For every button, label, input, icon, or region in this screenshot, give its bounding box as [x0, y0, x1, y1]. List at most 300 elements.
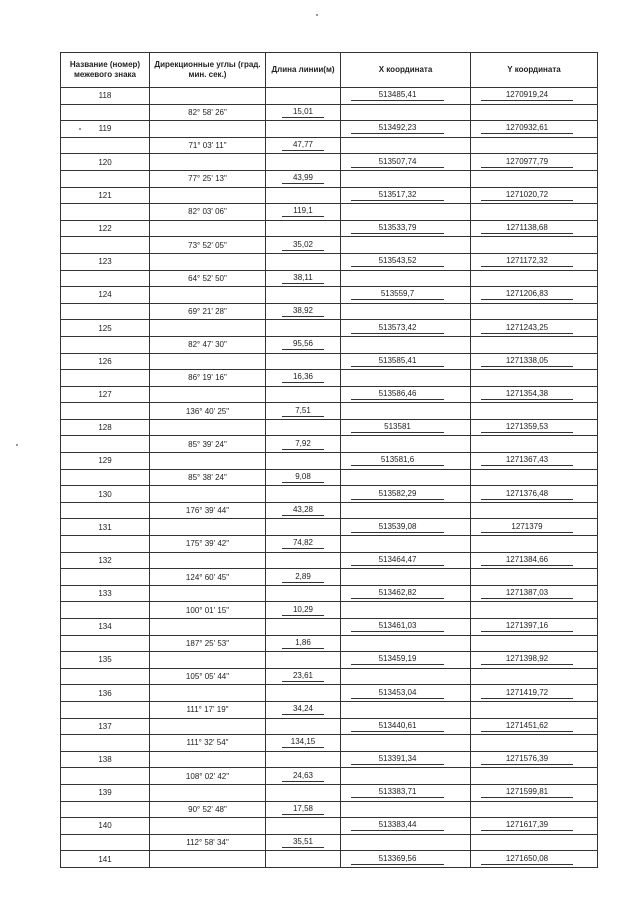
point-name: 131 [61, 519, 150, 536]
y-coordinate [471, 220, 598, 237]
point-row [61, 652, 598, 669]
segment-row [61, 536, 598, 553]
point-name: 125 [61, 320, 150, 337]
x-coordinate-value: 513464,47 [351, 555, 444, 566]
y-coordinate-value: 1271650,08 [481, 854, 573, 865]
empty-name-cell [61, 204, 150, 221]
point-name: 128 [61, 419, 150, 436]
x-coordinate [341, 453, 471, 470]
empty-length-cell [266, 552, 341, 569]
point-row [61, 121, 598, 138]
empty-angle-cell [150, 220, 266, 237]
segment-row [61, 768, 598, 785]
empty-name-cell [61, 403, 150, 420]
empty-length-cell [266, 486, 341, 503]
point-row [61, 386, 598, 403]
empty-angle-cell [150, 88, 266, 105]
line-length [266, 502, 341, 519]
x-coordinate [341, 784, 471, 801]
scan-speck [16, 444, 18, 446]
direction-angle: 85° 38' 24" [150, 469, 266, 486]
empty-y-cell [471, 801, 598, 818]
empty-angle-cell [150, 784, 266, 801]
segment-row [61, 104, 598, 121]
y-coordinate-value: 1271243,25 [481, 323, 573, 334]
empty-x-cell [341, 801, 471, 818]
empty-angle-cell [150, 419, 266, 436]
empty-x-cell [341, 668, 471, 685]
y-coordinate-value: 1271419,72 [481, 688, 573, 699]
direction-angle: 176° 39' 44" [150, 502, 266, 519]
x-coordinate-value: 513586,46 [351, 389, 444, 400]
empty-angle-cell [150, 552, 266, 569]
direction-angle: 136° 40' 25" [150, 403, 266, 420]
segment-row [61, 204, 598, 221]
x-coordinate-value: 513391,34 [351, 754, 444, 765]
y-coordinate-value: 1271354,38 [481, 389, 573, 400]
y-coordinate-value: 1271376,48 [481, 489, 573, 500]
line-length [266, 237, 341, 254]
direction-angle: 77° 25' 13" [150, 170, 266, 187]
direction-angle: 71° 03' 11" [150, 137, 266, 154]
empty-angle-cell [150, 287, 266, 304]
empty-x-cell [341, 170, 471, 187]
empty-y-cell [471, 336, 598, 353]
empty-y-cell [471, 370, 598, 387]
y-coordinate [471, 552, 598, 569]
x-coordinate-value: 513581 [351, 422, 444, 433]
empty-length-cell [266, 718, 341, 735]
x-coordinate-value: 513459,19 [351, 654, 444, 665]
line-length [266, 834, 341, 851]
direction-angle: 100° 01' 15" [150, 602, 266, 619]
empty-x-cell [341, 403, 471, 420]
direction-angle: 85° 39' 24" [150, 436, 266, 453]
header-direction-angles: Дирекционные углы (град. мин. сек.) [150, 53, 266, 88]
line-length-value: 2,89 [282, 572, 324, 583]
point-row [61, 619, 598, 636]
line-length-value: 10,29 [282, 605, 324, 616]
line-length-value: 35,51 [282, 837, 324, 848]
line-length [266, 635, 341, 652]
x-coordinate [341, 519, 471, 536]
direction-angle: 124° 60' 45" [150, 569, 266, 586]
x-coordinate [341, 121, 471, 138]
empty-x-cell [341, 204, 471, 221]
direction-angle: 86° 19' 16" [150, 370, 266, 387]
segment-row [61, 270, 598, 287]
y-coordinate [471, 486, 598, 503]
segment-row [61, 403, 598, 420]
line-length-value: 43,28 [282, 505, 324, 516]
x-coordinate-value: 513559,7 [351, 289, 444, 300]
empty-length-cell [266, 187, 341, 204]
line-length [266, 469, 341, 486]
direction-angle: 64° 52' 50" [150, 270, 266, 287]
x-coordinate [341, 486, 471, 503]
line-length-value: 23,61 [282, 671, 324, 682]
point-name: 134 [61, 619, 150, 636]
empty-length-cell [266, 685, 341, 702]
point-name: 140 [61, 818, 150, 835]
point-row [61, 320, 598, 337]
y-coordinate-value: 1271398,92 [481, 654, 573, 665]
empty-x-cell [341, 735, 471, 752]
y-coordinate [471, 619, 598, 636]
point-name: 122 [61, 220, 150, 237]
empty-name-cell [61, 768, 150, 785]
y-coordinate [471, 121, 598, 138]
x-coordinate-value: 513539,08 [351, 522, 444, 533]
point-name: 124 [61, 287, 150, 304]
empty-x-cell [341, 270, 471, 287]
empty-x-cell [341, 336, 471, 353]
point-row [61, 718, 598, 735]
line-length [266, 370, 341, 387]
x-coordinate [341, 419, 471, 436]
empty-y-cell [471, 237, 598, 254]
empty-name-cell [61, 303, 150, 320]
point-row [61, 685, 598, 702]
x-coordinate [341, 619, 471, 636]
empty-y-cell [471, 137, 598, 154]
direction-angle: 111° 32' 54" [150, 735, 266, 752]
empty-angle-cell [150, 652, 266, 669]
y-coordinate [471, 685, 598, 702]
y-coordinate [471, 818, 598, 835]
point-name: 120 [61, 154, 150, 171]
empty-y-cell [471, 303, 598, 320]
empty-y-cell [471, 436, 598, 453]
empty-name-cell [61, 436, 150, 453]
empty-length-cell [266, 386, 341, 403]
direction-angle: 82° 47' 30" [150, 336, 266, 353]
empty-angle-cell [150, 353, 266, 370]
x-coordinate-value: 513369,56 [351, 854, 444, 865]
empty-x-cell [341, 768, 471, 785]
x-coordinate-value: 513582,29 [351, 489, 444, 500]
point-row [61, 519, 598, 536]
point-name: 137 [61, 718, 150, 735]
empty-x-cell [341, 303, 471, 320]
y-coordinate [471, 88, 598, 105]
empty-angle-cell [150, 685, 266, 702]
y-coordinate-value: 1271387,03 [481, 588, 573, 599]
y-coordinate-value: 1271384,66 [481, 555, 573, 566]
empty-length-cell [266, 88, 341, 105]
empty-length-cell [266, 253, 341, 270]
line-length [266, 701, 341, 718]
x-coordinate [341, 353, 471, 370]
empty-x-cell [341, 237, 471, 254]
y-coordinate-value: 1271020,72 [481, 190, 573, 201]
direction-angle: 73° 52' 05" [150, 237, 266, 254]
segment-row [61, 801, 598, 818]
line-length-value: 34,24 [282, 704, 324, 715]
line-length-value: 35,02 [282, 240, 324, 251]
line-length [266, 403, 341, 420]
point-row [61, 88, 598, 105]
empty-y-cell [471, 701, 598, 718]
x-coordinate-value: 513383,71 [351, 787, 444, 798]
table-header-row [61, 53, 598, 88]
x-coordinate-value: 513492,23 [351, 123, 444, 134]
point-name: 129 [61, 453, 150, 470]
empty-y-cell [471, 602, 598, 619]
point-name: 139 [61, 784, 150, 801]
empty-name-cell [61, 536, 150, 553]
segment-row [61, 569, 598, 586]
x-coordinate [341, 320, 471, 337]
x-coordinate [341, 818, 471, 835]
x-coordinate [341, 718, 471, 735]
header-y-coordinate: Y координата [471, 53, 598, 88]
x-coordinate [341, 851, 471, 868]
empty-x-cell [341, 469, 471, 486]
empty-length-cell [266, 220, 341, 237]
line-length [266, 801, 341, 818]
empty-length-cell [266, 419, 341, 436]
empty-x-cell [341, 436, 471, 453]
empty-name-cell [61, 834, 150, 851]
line-length-value: 95,56 [282, 339, 324, 350]
empty-name-cell [61, 735, 150, 752]
y-coordinate [471, 386, 598, 403]
empty-length-cell [266, 453, 341, 470]
boundary-points-table [60, 52, 598, 868]
empty-x-cell [341, 569, 471, 586]
empty-y-cell [471, 170, 598, 187]
line-length-value: 74,82 [282, 538, 324, 549]
point-name: 133 [61, 585, 150, 602]
line-length [266, 602, 341, 619]
empty-name-cell [61, 137, 150, 154]
empty-length-cell [266, 287, 341, 304]
x-coordinate-value: 513543,52 [351, 256, 444, 267]
empty-angle-cell [150, 154, 266, 171]
x-coordinate-value: 513585,41 [351, 356, 444, 367]
empty-angle-cell [150, 818, 266, 835]
direction-angle: 108° 02' 42" [150, 768, 266, 785]
empty-x-cell [341, 701, 471, 718]
empty-x-cell [341, 635, 471, 652]
empty-length-cell [266, 851, 341, 868]
y-coordinate-value: 1270932,61 [481, 123, 573, 134]
empty-angle-cell [150, 386, 266, 403]
empty-name-cell [61, 336, 150, 353]
direction-angle: 82° 03' 06" [150, 204, 266, 221]
line-length [266, 569, 341, 586]
x-coordinate [341, 187, 471, 204]
line-length-value: 38,92 [282, 306, 324, 317]
empty-x-cell [341, 104, 471, 121]
x-coordinate [341, 552, 471, 569]
empty-length-cell [266, 121, 341, 138]
x-coordinate [341, 220, 471, 237]
empty-angle-cell [150, 320, 266, 337]
y-coordinate-value: 1271367,43 [481, 455, 573, 466]
segment-row [61, 469, 598, 486]
line-length-value: 9,08 [282, 472, 324, 483]
empty-name-cell [61, 270, 150, 287]
direction-angle: 112° 58' 34" [150, 834, 266, 851]
empty-name-cell [61, 801, 150, 818]
x-coordinate-value: 513533,79 [351, 223, 444, 234]
y-coordinate [471, 419, 598, 436]
x-coordinate-value: 513507,74 [351, 157, 444, 168]
empty-length-cell [266, 154, 341, 171]
empty-name-cell [61, 104, 150, 121]
scan-speck [316, 14, 318, 16]
y-coordinate-value: 1271359,53 [481, 422, 573, 433]
empty-y-cell [471, 403, 598, 420]
y-coordinate-value: 1271576,39 [481, 754, 573, 765]
point-row [61, 585, 598, 602]
point-name: 141 [61, 851, 150, 868]
empty-x-cell [341, 502, 471, 519]
y-coordinate-value: 1271379 [481, 522, 573, 533]
empty-y-cell [471, 635, 598, 652]
direction-angle: 175° 39' 42" [150, 536, 266, 553]
x-coordinate-value: 513440,61 [351, 721, 444, 732]
empty-y-cell [471, 469, 598, 486]
point-name: 123 [61, 253, 150, 270]
line-length-value: 17,58 [282, 804, 324, 815]
empty-length-cell [266, 784, 341, 801]
empty-length-cell [266, 751, 341, 768]
line-length-value: 47,77 [282, 140, 324, 151]
point-name: 135 [61, 652, 150, 669]
segment-row [61, 436, 598, 453]
empty-angle-cell [150, 253, 266, 270]
segment-row [61, 303, 598, 320]
y-coordinate-value: 1271599,81 [481, 787, 573, 798]
direction-angle: 69° 21' 28" [150, 303, 266, 320]
y-coordinate-value: 1270977,79 [481, 157, 573, 168]
point-row [61, 154, 598, 171]
point-row [61, 552, 598, 569]
line-length [266, 668, 341, 685]
x-coordinate [341, 685, 471, 702]
empty-name-cell [61, 701, 150, 718]
empty-name-cell [61, 170, 150, 187]
point-row [61, 486, 598, 503]
empty-y-cell [471, 569, 598, 586]
x-coordinate-value: 513462,82 [351, 588, 444, 599]
x-coordinate [341, 287, 471, 304]
line-length-value: 7,92 [282, 439, 324, 450]
point-row [61, 751, 598, 768]
line-length-value: 1,86 [282, 638, 324, 649]
y-coordinate-value: 1270919,24 [481, 90, 573, 101]
line-length-value: 24,63 [282, 771, 324, 782]
y-coordinate [471, 585, 598, 602]
y-coordinate [471, 320, 598, 337]
empty-x-cell [341, 602, 471, 619]
y-coordinate [471, 851, 598, 868]
segment-row [61, 370, 598, 387]
point-row [61, 419, 598, 436]
segment-row [61, 336, 598, 353]
empty-name-cell [61, 469, 150, 486]
point-name: 136 [61, 685, 150, 702]
line-length-value: 134,15 [282, 737, 324, 748]
segment-row [61, 137, 598, 154]
empty-name-cell [61, 668, 150, 685]
empty-angle-cell [150, 486, 266, 503]
x-coordinate-value: 513573,42 [351, 323, 444, 334]
x-coordinate-value: 513461,03 [351, 621, 444, 632]
empty-angle-cell [150, 751, 266, 768]
point-name: 126 [61, 353, 150, 370]
line-length [266, 436, 341, 453]
point-name: 132 [61, 552, 150, 569]
empty-length-cell [266, 353, 341, 370]
x-coordinate-value: 513581,6 [351, 455, 444, 466]
x-coordinate [341, 386, 471, 403]
y-coordinate [471, 453, 598, 470]
empty-angle-cell [150, 187, 266, 204]
y-coordinate-value: 1271338,05 [481, 356, 573, 367]
line-length [266, 536, 341, 553]
empty-y-cell [471, 536, 598, 553]
empty-angle-cell [150, 718, 266, 735]
line-length [266, 768, 341, 785]
empty-length-cell [266, 652, 341, 669]
x-coordinate [341, 585, 471, 602]
line-length-value: 16,36 [282, 372, 324, 383]
line-length [266, 137, 341, 154]
x-coordinate [341, 88, 471, 105]
point-name: 119 [61, 121, 150, 138]
point-name: 118 [61, 88, 150, 105]
line-length [266, 270, 341, 287]
segment-row [61, 668, 598, 685]
empty-y-cell [471, 270, 598, 287]
y-coordinate-value: 1271617,39 [481, 820, 573, 831]
empty-x-cell [341, 370, 471, 387]
line-length-value: 119,1 [282, 206, 324, 217]
empty-angle-cell [150, 619, 266, 636]
segment-row [61, 237, 598, 254]
empty-y-cell [471, 204, 598, 221]
point-row [61, 784, 598, 801]
x-coordinate [341, 751, 471, 768]
y-coordinate [471, 253, 598, 270]
empty-name-cell [61, 237, 150, 254]
y-coordinate-value: 1271451,62 [481, 721, 573, 732]
direction-angle: 90° 52' 48" [150, 801, 266, 818]
empty-name-cell [61, 635, 150, 652]
point-row [61, 287, 598, 304]
direction-angle: 82° 58' 26" [150, 104, 266, 121]
x-coordinate-value: 513485,41 [351, 90, 444, 101]
direction-angle: 111° 17' 19" [150, 701, 266, 718]
empty-y-cell [471, 104, 598, 121]
empty-length-cell [266, 320, 341, 337]
segment-row [61, 701, 598, 718]
header-line-length: Длина линии(м) [266, 53, 341, 88]
segment-row [61, 635, 598, 652]
point-name: 138 [61, 751, 150, 768]
x-coordinate [341, 253, 471, 270]
point-row [61, 851, 598, 868]
x-coordinate-value: 513453,04 [351, 688, 444, 699]
direction-angle: 105° 05' 44" [150, 668, 266, 685]
y-coordinate-value: 1271172,32 [481, 256, 573, 267]
point-row [61, 818, 598, 835]
y-coordinate-value: 1271206,83 [481, 289, 573, 300]
